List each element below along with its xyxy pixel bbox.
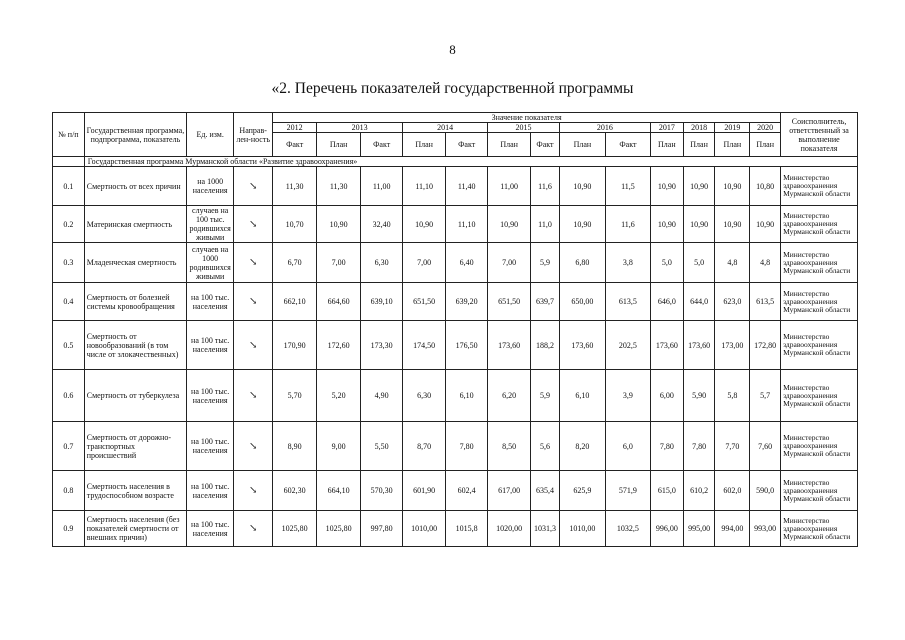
row-number: 0.5 (53, 321, 85, 370)
value-cell: 10,90 (715, 206, 750, 243)
page-number: 8 (449, 42, 456, 57)
table-row (53, 422, 858, 471)
indicator-name: Младенческая смертность (84, 243, 186, 283)
value-cell: 10,90 (650, 206, 683, 243)
header-direction: Направ-лен-ность (234, 113, 273, 157)
value-cell: 6,10 (559, 370, 605, 422)
value-cell: 639,20 (446, 283, 488, 321)
indicator-unit: на 100 тыс. населения (187, 511, 234, 547)
value-cell: 5,0 (683, 243, 715, 283)
header-num: № п/п (53, 113, 85, 157)
value-cell: 10,90 (559, 206, 605, 243)
header-subcol: План (403, 133, 446, 157)
value-cell: 617,00 (488, 471, 531, 511)
header-year: 2012 (273, 123, 317, 133)
value-cell: 9,00 (317, 422, 361, 471)
row-number: 0.1 (53, 167, 85, 206)
value-cell: 1010,00 (559, 511, 605, 547)
value-cell: 664,10 (317, 471, 361, 511)
value-cell: 5,90 (683, 370, 715, 422)
value-cell: 11,30 (317, 167, 361, 206)
value-cell: 8,90 (273, 422, 317, 471)
arrow-down-right-icon: ↘ (248, 440, 258, 452)
value-cell: 5,50 (361, 422, 403, 471)
value-cell: 7,80 (650, 422, 683, 471)
responsible-cell: Министерство здравоохранения Мурманской области (781, 321, 858, 370)
value-cell: 188,2 (531, 321, 560, 370)
header-subcol: Факт (361, 133, 403, 157)
indicator-name: Материнская смертность (84, 206, 186, 243)
value-cell: 202,5 (605, 321, 650, 370)
value-cell: 172,80 (750, 321, 781, 370)
value-cell: 7,80 (683, 422, 715, 471)
indicator-rows (53, 167, 858, 547)
table-row (53, 167, 858, 206)
value-cell: 1032,5 (605, 511, 650, 547)
table-row (53, 471, 858, 511)
header-responsible: Соисполнитель, ответственный за выполнение показателя (781, 113, 858, 157)
value-cell: 173,30 (361, 321, 403, 370)
value-cell: 1025,80 (273, 511, 317, 547)
header-values-group: Значение показателя (273, 113, 781, 123)
value-cell: 1020,00 (488, 511, 531, 547)
value-cell: 8,70 (403, 422, 446, 471)
table-row (53, 206, 858, 243)
value-cell: 11,10 (403, 167, 446, 206)
responsible-cell: Министерство здравоохранения Мурманской области (781, 243, 858, 283)
value-cell: 176,50 (446, 321, 488, 370)
value-cell: 6,0 (605, 422, 650, 471)
indicator-unit: на 100 тыс. населения (187, 321, 234, 370)
value-cell: 5,8 (715, 370, 750, 422)
header-year: 2018 (683, 123, 715, 133)
value-cell: 170,90 (273, 321, 317, 370)
value-cell: 11,40 (446, 167, 488, 206)
value-cell: 173,00 (715, 321, 750, 370)
header-subcol: Факт (531, 133, 560, 157)
value-cell: 10,90 (403, 206, 446, 243)
value-cell: 5,20 (317, 370, 361, 422)
value-cell: 7,00 (317, 243, 361, 283)
value-cell: 11,5 (605, 167, 650, 206)
value-cell: 7,80 (446, 422, 488, 471)
value-cell: 10,80 (750, 167, 781, 206)
value-cell: 7,60 (750, 422, 781, 471)
value-cell: 10,90 (715, 167, 750, 206)
value-cell: 997,80 (361, 511, 403, 547)
header-unit: Ед. изм. (187, 113, 234, 157)
header-year: 2019 (715, 123, 750, 133)
responsible-cell: Министерство здравоохранения Мурманской области (781, 370, 858, 422)
value-cell: 646,0 (650, 283, 683, 321)
value-cell: 173,60 (650, 321, 683, 370)
row-number: 0.8 (53, 471, 85, 511)
value-cell: 8,50 (488, 422, 531, 471)
value-cell: 3,9 (605, 370, 650, 422)
value-cell: 3,8 (605, 243, 650, 283)
row-number: 0.7 (53, 422, 85, 471)
header-year: 2013 (317, 123, 403, 133)
value-cell: 5,9 (531, 370, 560, 422)
value-cell: 664,60 (317, 283, 361, 321)
value-cell: 993,00 (750, 511, 781, 547)
value-cell: 6,40 (446, 243, 488, 283)
header-subcol: План (559, 133, 605, 157)
value-cell: 615,0 (650, 471, 683, 511)
value-cell: 650,00 (559, 283, 605, 321)
indicator-unit: на 100 тыс. населения (187, 422, 234, 471)
value-cell: 11,6 (605, 206, 650, 243)
arrow-down-right-icon: ↘ (248, 180, 258, 192)
value-cell: 10,70 (273, 206, 317, 243)
value-cell: 613,5 (605, 283, 650, 321)
value-cell: 11,10 (446, 206, 488, 243)
value-cell: 32,40 (361, 206, 403, 243)
row-number: 0.9 (53, 511, 85, 547)
header-year: 2015 (488, 123, 560, 133)
value-cell: 4,8 (715, 243, 750, 283)
value-cell: 1031,3 (531, 511, 560, 547)
indicator-name: Смертность от туберкулеза (84, 370, 186, 422)
header-subcol: Факт (446, 133, 488, 157)
value-cell: 6,10 (446, 370, 488, 422)
arrow-down-right-icon: ↘ (248, 485, 258, 496)
value-cell: 173,60 (488, 321, 531, 370)
direction-cell (234, 471, 273, 511)
value-cell: 5,9 (531, 243, 560, 283)
header-subcol: План (715, 133, 750, 157)
value-cell: 601,90 (403, 471, 446, 511)
value-cell: 10,90 (750, 206, 781, 243)
value-cell: 6,30 (403, 370, 446, 422)
value-cell: 10,90 (650, 167, 683, 206)
indicator-unit: на 1000 населения (187, 167, 234, 206)
header-subcol: План (488, 133, 531, 157)
row-number: 0.3 (53, 243, 85, 283)
value-cell: 602,4 (446, 471, 488, 511)
program-num-cell (53, 157, 85, 167)
value-cell: 651,50 (403, 283, 446, 321)
indicator-name: Смертность населения (без показателей смертности от внешних причин) (84, 511, 186, 547)
value-cell: 613,5 (750, 283, 781, 321)
header-subcol: Факт (273, 133, 317, 157)
value-cell: 5,0 (650, 243, 683, 283)
row-number: 0.6 (53, 370, 85, 422)
indicator-unit: на 100 тыс. населения (187, 471, 234, 511)
program-row: Государственная программа Мурманской области «Развитие здравоохранения» (84, 157, 857, 167)
header-subcol: План (750, 133, 781, 157)
value-cell: 590,0 (750, 471, 781, 511)
row-number: 0.2 (53, 206, 85, 243)
direction-cell (234, 283, 273, 321)
value-cell: 1010,00 (403, 511, 446, 547)
table-row (53, 370, 858, 422)
value-cell: 996,00 (650, 511, 683, 547)
value-cell: 625,9 (559, 471, 605, 511)
indicator-unit: случаев на 1000 родившихся живыми (187, 243, 234, 283)
value-cell: 602,0 (715, 471, 750, 511)
value-cell: 639,7 (531, 283, 560, 321)
direction-cell (234, 321, 273, 370)
arrow-down-right-icon: ↘ (248, 218, 258, 230)
indicator-name: Смертность от дорожно-транспортных происшествий (84, 422, 186, 471)
value-cell: 11,30 (273, 167, 317, 206)
responsible-cell: Министерство здравоохранения Мурманской области (781, 511, 858, 547)
direction-cell (234, 511, 273, 547)
value-cell: 10,90 (683, 167, 715, 206)
arrow-down-right-icon: ↘ (248, 296, 258, 307)
value-cell: 11,0 (531, 206, 560, 243)
indicator-name: Смертность от новообразований (в том числе от злокачественных) (84, 321, 186, 370)
value-cell: 172,60 (317, 321, 361, 370)
table-row (53, 243, 858, 283)
indicator-unit: на 100 тыс. населения (187, 370, 234, 422)
table-row (53, 321, 858, 370)
indicator-name: Смертность населения в трудоспособном возрасте (84, 471, 186, 511)
value-cell: 651,50 (488, 283, 531, 321)
indicators-table (52, 112, 858, 547)
value-cell: 639,10 (361, 283, 403, 321)
responsible-cell: Министерство здравоохранения Мурманской области (781, 206, 858, 243)
value-cell: 571,9 (605, 471, 650, 511)
value-cell: 10,90 (683, 206, 715, 243)
value-cell: 644,0 (683, 283, 715, 321)
header-subcol: Факт (605, 133, 650, 157)
header-program: Государственная программа, подпрограмма, показатель (84, 113, 186, 157)
arrow-down-right-icon: ↘ (248, 390, 258, 401)
value-cell: 7,70 (715, 422, 750, 471)
direction-cell (234, 206, 273, 243)
header-year: 2017 (650, 123, 683, 133)
value-cell: 5,70 (273, 370, 317, 422)
value-cell: 623,0 (715, 283, 750, 321)
table-row (53, 511, 858, 547)
header-subcol: План (683, 133, 715, 157)
value-cell: 610,2 (683, 471, 715, 511)
value-cell: 570,30 (361, 471, 403, 511)
value-cell: 995,00 (683, 511, 715, 547)
value-cell: 1015,8 (446, 511, 488, 547)
value-cell: 174,50 (403, 321, 446, 370)
header-year: 2016 (559, 123, 650, 133)
value-cell: 7,00 (488, 243, 531, 283)
arrow-down-right-icon: ↘ (248, 339, 258, 351)
value-cell: 173,60 (683, 321, 715, 370)
value-cell: 6,30 (361, 243, 403, 283)
direction-cell (234, 370, 273, 422)
value-cell: 994,00 (715, 511, 750, 547)
responsible-cell: Министерство здравоохранения Мурманской области (781, 422, 858, 471)
arrow-down-right-icon: ↘ (248, 257, 258, 268)
direction-cell (234, 167, 273, 206)
value-cell: 5,7 (750, 370, 781, 422)
value-cell: 10,90 (488, 206, 531, 243)
arrow-down-right-icon: ↘ (248, 523, 258, 534)
value-cell: 6,80 (559, 243, 605, 283)
direction-cell (234, 243, 273, 283)
value-cell: 1025,80 (317, 511, 361, 547)
responsible-cell: Министерство здравоохранения Мурманской области (781, 283, 858, 321)
value-cell: 7,00 (403, 243, 446, 283)
indicator-name: Смертность от болезней системы кровообращения (84, 283, 186, 321)
responsible-cell: Министерство здравоохранения Мурманской области (781, 167, 858, 206)
value-cell: 4,8 (750, 243, 781, 283)
value-cell: 602,30 (273, 471, 317, 511)
value-cell: 11,00 (361, 167, 403, 206)
value-cell: 11,6 (531, 167, 560, 206)
indicator-unit: на 100 тыс. населения (187, 283, 234, 321)
value-cell: 635,4 (531, 471, 560, 511)
value-cell: 5,6 (531, 422, 560, 471)
value-cell: 8,20 (559, 422, 605, 471)
direction-cell (234, 422, 273, 471)
value-cell: 10,90 (559, 167, 605, 206)
value-cell: 6,00 (650, 370, 683, 422)
header-subcol: План (317, 133, 361, 157)
value-cell: 11,00 (488, 167, 531, 206)
value-cell: 6,20 (488, 370, 531, 422)
header-year: 2014 (403, 123, 488, 133)
value-cell: 6,70 (273, 243, 317, 283)
responsible-cell: Министерство здравоохранения Мурманской области (781, 471, 858, 511)
value-cell: 4,90 (361, 370, 403, 422)
header-year: 2020 (750, 123, 781, 133)
value-cell: 662,10 (273, 283, 317, 321)
value-cell: 10,90 (317, 206, 361, 243)
value-cell: 173,60 (559, 321, 605, 370)
indicator-name: Смертность от всех причин (84, 167, 186, 206)
header-subcol: План (650, 133, 683, 157)
indicator-unit: случаев на 100 тыс. родившихся живыми (187, 206, 234, 243)
table-row (53, 283, 858, 321)
row-number: 0.4 (53, 283, 85, 321)
document-title: «2. Перечень показателей государственной программы (271, 80, 634, 97)
